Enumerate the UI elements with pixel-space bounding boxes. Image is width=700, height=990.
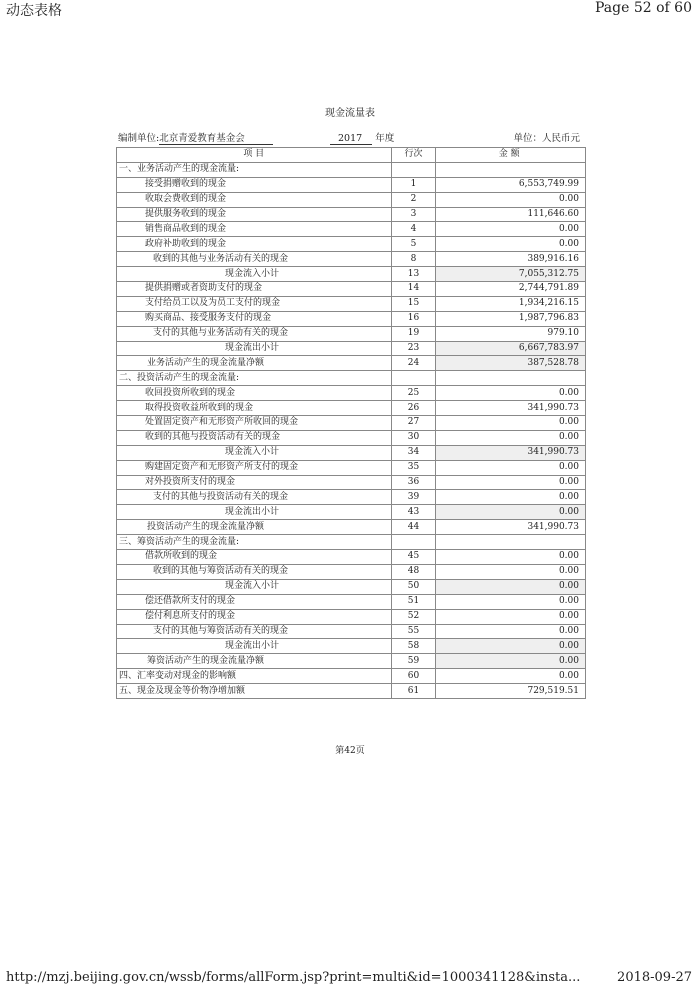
row-line-number: 60 [391,669,436,684]
table-row [117,177,586,192]
row-line-number [391,162,436,177]
row-line-number: 61 [391,684,436,699]
table-row [117,237,586,252]
row-item: 业务活动产生的现金流量净额 [117,356,392,371]
table-row [117,535,586,550]
row-line-number: 45 [391,550,436,565]
row-line-number: 43 [391,505,436,520]
row-amount: 0.00 [436,609,586,624]
row-item: 销售商品收到的现金 [117,222,392,237]
row-item: 现金流出小计 [117,505,392,520]
year-suffix: 年度 [375,133,395,144]
table-row [117,520,586,535]
row-item: 取得投资收益所收到的现金 [117,401,392,416]
row-item: 现金流入小计 [117,445,392,460]
row-amount [436,535,586,550]
table-row [117,669,586,684]
row-line-number: 23 [391,341,436,356]
row-line-number: 35 [391,460,436,475]
row-line-number: 24 [391,356,436,371]
row-item: 支付的其他与业务活动有关的现金 [117,326,392,341]
table-row [117,326,586,341]
row-amount: 979.10 [436,326,586,341]
row-amount: 0.00 [436,192,586,207]
table-row [117,579,586,594]
row-amount: 0.00 [436,654,586,669]
row-item: 现金流入小计 [117,267,392,282]
row-line-number: 1 [391,177,436,192]
row-amount: 387,528.78 [436,356,586,371]
row-amount: 341,990.73 [436,445,586,460]
row-item: 接受捐赠收到的现金 [117,177,392,192]
row-item: 支付的其他与筹资活动有关的现金 [117,624,392,639]
row-line-number: 44 [391,520,436,535]
header-page-indicator: Page 52 of 60 [595,0,692,16]
row-amount: 0.00 [436,550,586,565]
org-label: 编制单位: [118,133,160,144]
row-item: 收回投资所收到的现金 [117,386,392,401]
row-amount: 0.00 [436,505,586,520]
row-line-number: 30 [391,430,436,445]
row-amount: 7,055,312.75 [436,267,586,282]
row-amount [436,162,586,177]
report-title: 现金流量表 [325,108,375,119]
row-amount: 111,646.60 [436,207,586,222]
row-amount: 6,667,783.97 [436,341,586,356]
row-amount: 2,744,791.89 [436,282,586,297]
row-amount: 0.00 [436,564,586,579]
row-item: 购买商品、接受服务支付的现金 [117,311,392,326]
table-row [117,192,586,207]
table-row [117,460,586,475]
cash-flow-table [116,147,586,699]
row-item: 一、业务活动产生的现金流量: [117,162,392,177]
table-header-row [117,148,586,163]
table-row [117,550,586,565]
row-line-number: 48 [391,564,436,579]
org-info [118,130,273,144]
header-item: 项 目 [117,148,392,163]
row-amount: 0.00 [436,416,586,431]
row-item: 收取会费收到的现金 [117,192,392,207]
table-row [117,222,586,237]
row-amount: 0.00 [436,594,586,609]
table-row [117,252,586,267]
row-amount: 0.00 [436,639,586,654]
table-row [117,624,586,639]
row-amount: 0.00 [436,237,586,252]
table-row [117,267,586,282]
table-row [117,207,586,222]
row-line-number: 27 [391,416,436,431]
table-row [117,430,586,445]
table-row [117,416,586,431]
row-line-number: 16 [391,311,436,326]
row-line-number: 26 [391,401,436,416]
row-item: 收到的其他与投资活动有关的现金 [117,430,392,445]
footer-date: 2018-09-27 [617,970,692,985]
table-row [117,311,586,326]
row-line-number: 19 [391,326,436,341]
row-line-number: 8 [391,252,436,267]
currency-unit: 单位：人民币元 [513,133,580,144]
row-line-number: 34 [391,445,436,460]
row-item: 现金流出小计 [117,341,392,356]
table-row [117,475,586,490]
row-line-number [391,535,436,550]
row-line-number: 58 [391,639,436,654]
row-item: 二、投资活动产生的现金流量: [117,371,392,386]
row-amount: 1,934,216.15 [436,296,586,311]
row-item: 收到的其他与业务活动有关的现金 [117,252,392,267]
table-row [117,162,586,177]
row-item: 提供服务收到的现金 [117,207,392,222]
row-amount: 0.00 [436,222,586,237]
row-line-number: 50 [391,579,436,594]
table-row [117,371,586,386]
row-item: 对外投资所支付的现金 [117,475,392,490]
row-item: 购建固定资产和无形资产所支付的现金 [117,460,392,475]
row-line-number: 51 [391,594,436,609]
table-row [117,505,586,520]
row-item: 支付的其他与投资活动有关的现金 [117,490,392,505]
row-amount: 1,987,796.83 [436,311,586,326]
table-row [117,445,586,460]
row-item: 借款所收到的现金 [117,550,392,565]
row-line-number: 36 [391,475,436,490]
row-line-number: 55 [391,624,436,639]
row-amount: 389,916.16 [436,252,586,267]
table-row [117,356,586,371]
row-line-number: 13 [391,267,436,282]
table-row [117,282,586,297]
cash-flow-table-body [117,148,586,699]
row-item: 三、筹资活动产生的现金流量: [117,535,392,550]
row-amount: 0.00 [436,386,586,401]
row-amount: 6,553,749.99 [436,177,586,192]
row-line-number: 39 [391,490,436,505]
row-amount: 0.00 [436,579,586,594]
table-row [117,639,586,654]
row-item: 支付给员工以及为员工支付的现金 [117,296,392,311]
header-amount: 金 额 [436,148,586,163]
row-amount: 341,990.73 [436,401,586,416]
row-item: 现金流入小计 [117,579,392,594]
header-line: 行次 [391,148,436,163]
row-line-number: 25 [391,386,436,401]
table-row [117,401,586,416]
row-amount: 0.00 [436,624,586,639]
row-amount: 0.00 [436,430,586,445]
header-app-title: 动态表格 [6,3,62,19]
page-number: 第42页 [335,746,365,756]
row-amount [436,371,586,386]
row-line-number: 4 [391,222,436,237]
row-line-number [391,371,436,386]
row-item: 五、现金及现金等价物净增加额 [117,684,392,699]
row-line-number: 15 [391,296,436,311]
row-amount: 341,990.73 [436,520,586,535]
row-item: 处置固定资产和无形资产所收回的现金 [117,416,392,431]
table-row [117,564,586,579]
table-row [117,684,586,699]
year-value: 2017 [330,133,372,145]
table-row [117,609,586,624]
footer-url: http://mzj.beijing.gov.cn/wssb/forms/allForm.jsp?print=multi&id=1000341128&insta... [6,970,581,985]
row-item: 政府补助收到的现金 [117,237,392,252]
table-row [117,490,586,505]
table-row [117,341,586,356]
table-row [117,386,586,401]
row-amount: 0.00 [436,460,586,475]
row-item: 现金流出小计 [117,639,392,654]
row-item: 收到的其他与筹资活动有关的现金 [117,564,392,579]
row-item: 投资活动产生的现金流量净额 [117,520,392,535]
row-line-number: 59 [391,654,436,669]
row-item: 筹资活动产生的现金流量净额 [117,654,392,669]
table-row [117,594,586,609]
row-item: 偿还借款所支付的现金 [117,594,392,609]
row-line-number: 14 [391,282,436,297]
row-item: 提供捐赠或者资助支付的现金 [117,282,392,297]
row-amount: 0.00 [436,669,586,684]
row-line-number: 52 [391,609,436,624]
row-item: 四、汇率变动对现金的影响额 [117,669,392,684]
row-line-number: 5 [391,237,436,252]
org-value: 北京青爱教育基金会 [159,133,273,145]
row-amount: 0.00 [436,475,586,490]
row-line-number: 2 [391,192,436,207]
row-amount: 0.00 [436,490,586,505]
row-line-number: 3 [391,207,436,222]
year-info [330,130,394,144]
table-row [117,654,586,669]
table-row [117,296,586,311]
row-amount: 729,519.51 [436,684,586,699]
row-item: 偿付利息所支付的现金 [117,609,392,624]
